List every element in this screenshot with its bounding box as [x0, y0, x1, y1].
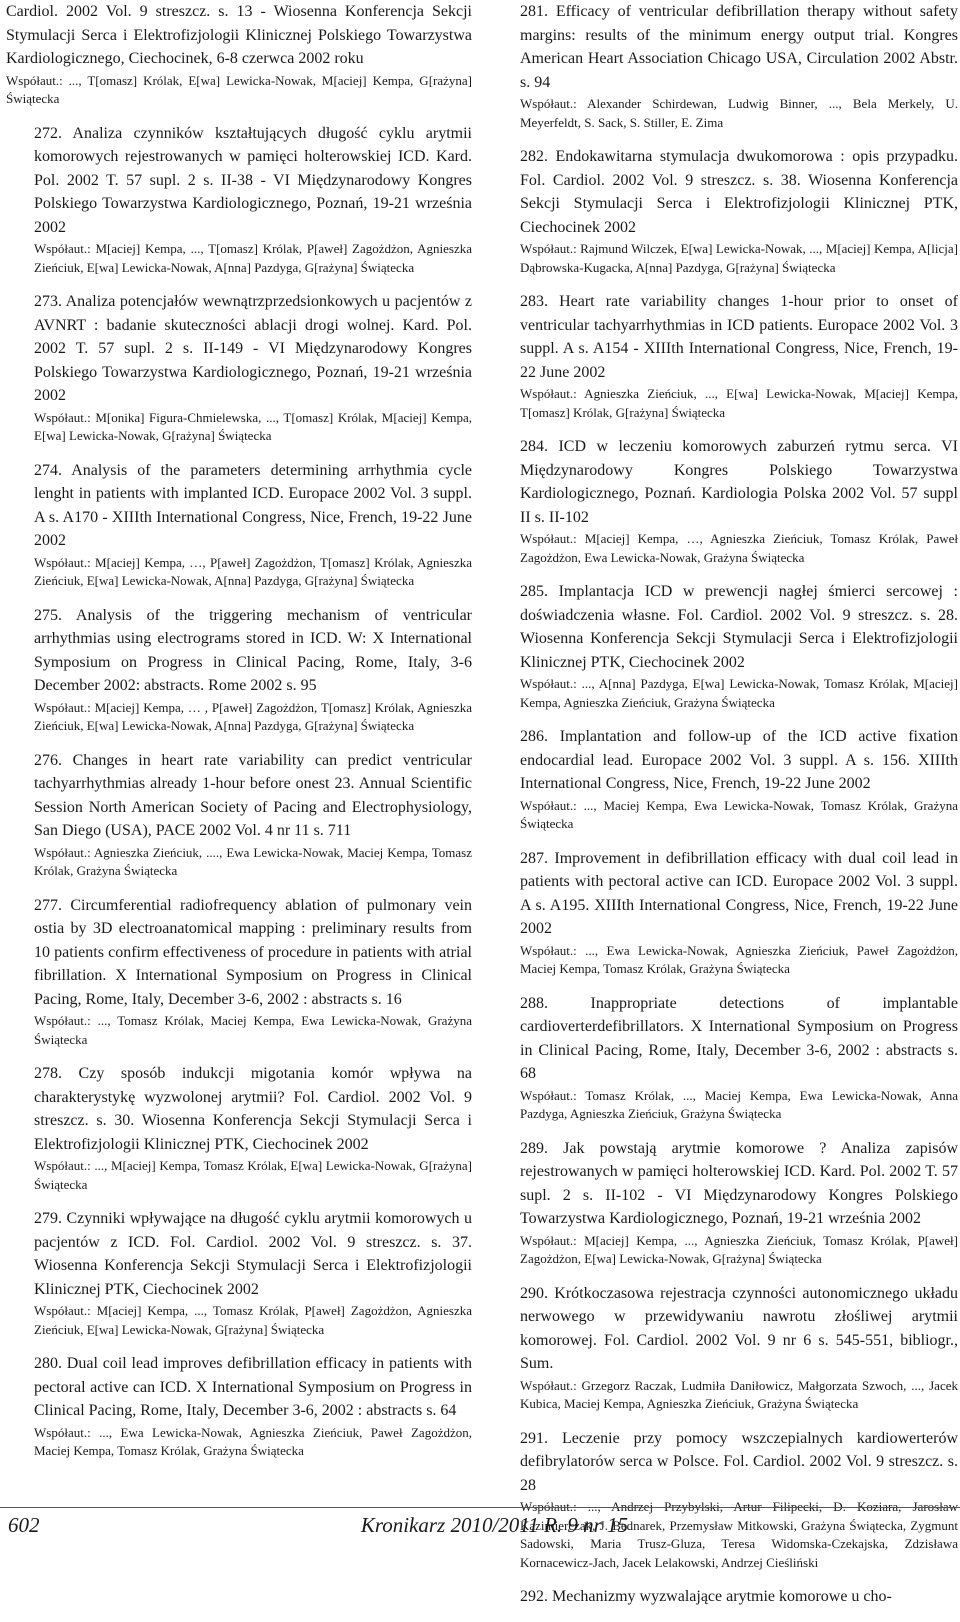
entry-citation: 287. Improvement in defibrillation efficacy with dual coil lead in patients with pectoral active can ICD. Europace 2002 Vol. 3 suppl. A s. A195. XIIIth International Congress, Nice, French, 19-22 June 2002 [520, 849, 958, 937]
bib-entry [492, 1427, 958, 1573]
entry-citation: 282. Endokawitarna stymulacja dwukomorowa : opis przypadku. Fol. Cardiol. 2002 Vol. 9 streszcz. s. 38. Wiosenna Konferencja Sekcji Stymulacji Serca i Elektrofizjologii Klinicznej PTK, Ciechocinek 2002 [520, 148, 958, 236]
entry-coauthors: Współaut.: M[aciej] Kempa, …, P[aweł] Zagożdżon, T[omasz] Królak, Agnieszka Zieńciuk, E[wa] Lewicka-Nowak, A[nna] Pazdyga, G[rażyna] Świątecka [34, 554, 472, 588]
bib-entry [6, 459, 472, 591]
entry-coauthors: Współaut.: M[aciej] Kempa, ..., Tomasz Królak, P[aweł] Zagożdżon, Agnieszka Zieńciuk, E[wa] Lewicka-Nowak, G[rażyna] Świątecka [34, 1303, 472, 1337]
entry-coauthors: Współaut.: ..., T[omasz] Królak, E[wa] Lewicka-Nowak, M[aciej] Kempa, G[rażyna] Świątecka [6, 72, 472, 106]
entry-citation: 276. Changes in heart rate variability can predict ventricular tachyarrhythmias already 1-hour before onest 23. Annual Scientific Session North American Society of Pacing and Electrophysiology, San Diego (USA), PACE 2002 Vol. 4 nr 11 s. 711 [34, 751, 472, 839]
bib-entry [6, 0, 472, 109]
bib-entry [492, 580, 958, 712]
entry-citation: 280. Dual coil lead improves defibrillation efficacy in patients with pectoral active can ICD. X International Symposium on Progress in Clinical Pacing, Rome, Italy, December 3-6, 2002 : abstracts s. 64 [34, 1355, 472, 1419]
entry-citation: 275. Analysis of the triggering mechanism of ventricular arrhythmias using electrograms stored in ICD. W: X International Symposium on Progress in Clinical Pacing, Rome, Italy, 3-6 December 2002: abstracts. Rome 2002 s. 95 [34, 606, 472, 694]
bib-entry [492, 1137, 958, 1269]
page-number: 602 [8, 1513, 40, 1537]
entry-citation: 274. Analysis of the parameters determining arrhythmia cycle lenght in patients with implanted ICD. Europace 2002 Vol. 3 suppl. A s. A170 - XIIIth International Congress, Nice, French, 19-22 June 2002 [34, 461, 472, 549]
entry-citation: 284. ICD w leczeniu komorowych zaburzeń rytmu serca. VI Międzynarodowy Kongres Polskiego Towarzystwa Kardiologicznego, Poznań. Kardiologia Polska 2002 Vol. 57 suppl II s. II-102 [520, 438, 958, 526]
bib-entry [6, 1207, 472, 1339]
bib-entry [492, 992, 958, 1124]
entry-coauthors: Współaut.: M[aciej] Kempa, ..., Agnieszka Zieńciuk, Tomasz Królak, P[aweł] Zagożdżon, E[wa] Lewicka-Nowak, G[rażyna] Świątecka [520, 1232, 958, 1266]
bib-entry [6, 1352, 472, 1461]
entry-citation: 288. Inappropriate detections of implantable cardioverterdefibrillators. X International Symposium on Progress in Clinical Pacing, Rome, Italy, December 3-6, 2002 : abstracts s. 68 [520, 994, 958, 1082]
entry-coauthors: Współaut.: M[onika] Figura-Chmielewska, ..., T[omasz] Królak, M[aciej] Kempa, E[wa] Lewicka-Nowak, G[rażyna] Świątecka [34, 409, 472, 443]
bib-entry [6, 1062, 472, 1194]
entry-coauthors: Współaut.: ..., Ewa Lewicka-Nowak, Agnieszka Zieńciuk, Paweł Zagożdżon, Maciej Kempa, Tomasz Królak, Grażyna Świątecka [520, 942, 958, 976]
entry-citation: 289. Jak powstają arytmie komorowe ? Analiza zapisów rejestrowanych w pamięci holterowskiej ICD. Kard. Pol. 2002 T. 57 supl. 2 s. II-102 - VI Międzynarodowy Kongres Polskiego Towarzystwa Kardiologicznego, Poznań, 19-21 września 2002 [520, 1139, 958, 1227]
entry-coauthors: Współaut.: Grzegorz Raczak, Ludmiła Daniłowicz, Małgorzata Szwoch, ..., Jacek Kubica, Maciej Kempa, Agnieszka Zieńciuk, Grażyna Świątecka [520, 1377, 958, 1411]
entry-citation: 286. Implantation and follow-up of the ICD active fixation endocardial lead. Europace 2002 Vol. 3 suppl. A s. 156. XIIIth International Congress, Nice, French, 19-22 June 2002 [520, 728, 958, 792]
entry-citation: 279. Czynniki wpływające na długość cyklu arytmii komorowych u pacjentów z ICD. Fol. Cardiol. 2002 Vol. 9 streszcz. s. 37. Wiosenna Konferencja Sekcji Stymulacji Serca i Elektrofizjologii Klinicznej PTK, Ciechocinek 2002 [34, 1210, 472, 1298]
entry-citation: 278. Czy sposób indukcji migotania komór wpływa na charakterystykę wyzwolonej arytmii? Fol. Cardiol. 2002 Vol. 9 streszcz. s. 30. Wiosenna Konferencja Sekcji Stymulacji Serca i Elektrofizjologii Klinicznej PTK, Ciechocinek 2002 [34, 1065, 472, 1153]
entry-citation: 277. Circumferential radiofrequency ablation of pulmonary vein ostia by 3D electroanatomical mapping : preliminary results from 10 patients confirm effectiveness of procedure in patients with atrial fibrillation. X International Symposium on Progress in Clinical Pacing, Rome, Italy, December 3-6, 2002 : abstracts s. 16 [34, 896, 472, 1008]
journal-title: Kronikarz 2010/2011 R. 9 nr 15 [360, 1513, 628, 1537]
entry-citation: 273. Analiza potencjałów wewnątrzprzedsionkowych u pacjentów z AVNRT : badanie skuteczności ablacji drogi wolnej. Kard. Pol. 2002 T. 57 supl. 2 s. II-149 - VI Międzynarodowy Kongres Polskiego Towarzystwa Kardiologicznego, Poznań, 19-21 września 2002 [34, 293, 472, 404]
left-column [6, 0, 472, 1474]
bib-entry [6, 290, 472, 446]
bib-entry [6, 604, 472, 736]
entry-coauthors: Współaut.: ..., Maciej Kempa, Ewa Lewicka-Nowak, Tomasz Królak, Grażyna Świątecka [520, 797, 958, 831]
entry-coauthors: Współaut.: M[aciej] Kempa, …, Agnieszka Zieńciuk, Tomasz Królak, Paweł Zagożdżon, Ewa Lewicka-Nowak, Grażyna Świątecka [520, 531, 958, 565]
bib-entry [492, 1585, 958, 1609]
entry-coauthors: Współaut.: Agnieszka Zieńciuk, ...., Ewa Lewicka-Nowak, Maciej Kempa, Tomasz Królak, Grażyna Świątecka [34, 844, 472, 878]
bib-entry [492, 725, 958, 834]
footer-divider [0, 1507, 960, 1508]
entry-citation: 272. Analiza czynników kształtujących długość cyklu arytmii komorowych rejestrowanych w pamięci holterowskiej ICD. Kard. Pol. 2002 T. 57 supl. 2 s. II-38 - VI Międzynarodowy Kongres Polskiego Towarzystwa Kardiologicznego, Poznań, 19-21 września 2002 [34, 124, 472, 236]
bib-entry [492, 290, 958, 422]
entry-citation: 291. Leczenie przy pomocy wszczepialnych kardiowerterów defibrylatorów serca w Polsce. Fol. Cardiol. 2002 Vol. 9 streszcz. s. 28 [520, 1429, 958, 1494]
entry-coauthors: Współaut.: Rajmund Wilczek, E[wa] Lewicka-Nowak, ..., M[aciej] Kempa, A[licja] Dąbrowska-Kugacka, A[nna] Pazdyga, G[rażyna] Świątecka [520, 241, 958, 275]
entry-coauthors: Współaut.: ..., M[aciej] Kempa, Tomasz Królak, E[wa] Lewicka-Nowak, G[rażyna] Świątecka [34, 1158, 472, 1192]
entry-coauthors: Współaut.: ..., Andrzej Przybylski, Artur Filipecki, D. Koziara, Jarosław Kazimierczak, J. Bednarek, Przemysław Mitkowski, Grażyna Świątecka, Zygmunt Sadowski, Maria Trusz-Gluza, Teresa Widomska-Czekajska, Zdzisława Kornacewicz-Jach, Jacek Lelakowski, Andrzej Cieśliński [520, 1499, 958, 1570]
entry-citation: 292. Mechanizmy wyzwalające arytmie komorowe u cho- [520, 1588, 892, 1605]
entry-citation: 283. Heart rate variability changes 1-hour prior to onset of ventricular tachyarrhythmias in ICD patients. Europace 2002 Vol. 3 suppl. A s. A154 - XIIIth International Congress, Nice, French, 19-22 June 2002 [520, 293, 958, 381]
entry-coauthors: Współaut.: Tomasz Królak, ..., Maciej Kempa, Ewa Lewicka-Nowak, Anna Pazdyga, Agnieszka Zieńciuk, Grażyna Świątecka [520, 1087, 958, 1121]
bib-entry [492, 1282, 958, 1414]
right-column [492, 0, 958, 1622]
entry-coauthors: Współaut.: Alexander Schirdewan, Ludwig Binner, ..., Bela Merkely, U. Meyerfeldt, S. Sack, S. Stiller, E. Zima [520, 96, 958, 130]
entry-coauthors: Współaut.: ..., Ewa Lewicka-Nowak, Agnieszka Zieńciuk, Paweł Zagożdżon, Maciej Kempa, Tomasz Królak, Grażyna Świątecka [34, 1424, 472, 1458]
entry-citation: 285. Implantacja ICD w prewencji nagłej śmierci sercowej : doświadczenia własne. Fol. Cardiol. 2002 Vol. 9 streszcz. s. 28. Wiosenna Konferencja Sekcji Stymulacji Serca i Elektrofizjologii Klinicznej PTK, Ciechocinek 2002 [520, 583, 958, 671]
entry-coauthors: Współaut.: Agnieszka Zieńciuk, ..., E[wa] Lewicka-Nowak, M[aciej] Kempa, T[omasz] Królak, G[rażyna] Świątecka [520, 386, 958, 420]
bib-entry [6, 894, 472, 1050]
bib-entry [492, 0, 958, 132]
entry-coauthors: Współaut.: M[aciej] Kempa, ..., T[omasz] Królak, P[aweł] Zagożdżon, Agnieszka Zieńciuk, E[wa] Lewicka-Nowak, A[nna] Pazdyga, G[rażyna] Świątecka [34, 241, 472, 275]
bib-entry [492, 847, 958, 979]
bib-entry [492, 435, 958, 567]
entry-citation: 290. Krótkoczasowa rejestracja czynności autonomicznego układu nerwowego w przewidywaniu nawrotu złośliwej arytmii komorowej. Fol. Cardiol. 2002 Vol. 9 nr 6 s. 545-551, bibliogr., Sum. [520, 1284, 958, 1372]
bib-entry [6, 749, 472, 881]
bib-entry [6, 122, 472, 278]
entry-coauthors: Współaut.: M[aciej] Kempa, … , P[aweł] Zagożdżon, T[omasz] Królak, Agnieszka Zieńciuk, E[wa] Lewicka-Nowak, A[nna] Pazdyga, G[rażyna] Świątecka [34, 699, 472, 733]
bib-entry [492, 145, 958, 277]
entry-citation: 281. Efficacy of ventricular defibrillation therapy without safety margins: results of the minimum energy output trial. Kongres American Heart Association Chicago USA, Circulation 2002 Abstr. s. 94 [520, 3, 958, 91]
entry-coauthors: Współaut.: ..., A[nna] Pazdyga, E[wa] Lewicka-Nowak, Tomasz Królak, M[aciej] Kempa, Agnieszka Zieńciuk, Grażyna Świątecka [520, 676, 958, 710]
entry-citation: Cardiol. 2002 Vol. 9 streszcz. s. 13 - Wiosenna Konferencja Sekcji Stymulacji Serca i Elektrofizjologii Klinicznej Polskiego Towarzystwa Kardiologicznego, Ciechocinek, 6-8 czerwca 2002 roku [6, 3, 472, 67]
entry-coauthors: Współaut.: ..., Tomasz Królak, Maciej Kempa, Ewa Lewicka-Nowak, Grażyna Świątecka [34, 1013, 472, 1047]
